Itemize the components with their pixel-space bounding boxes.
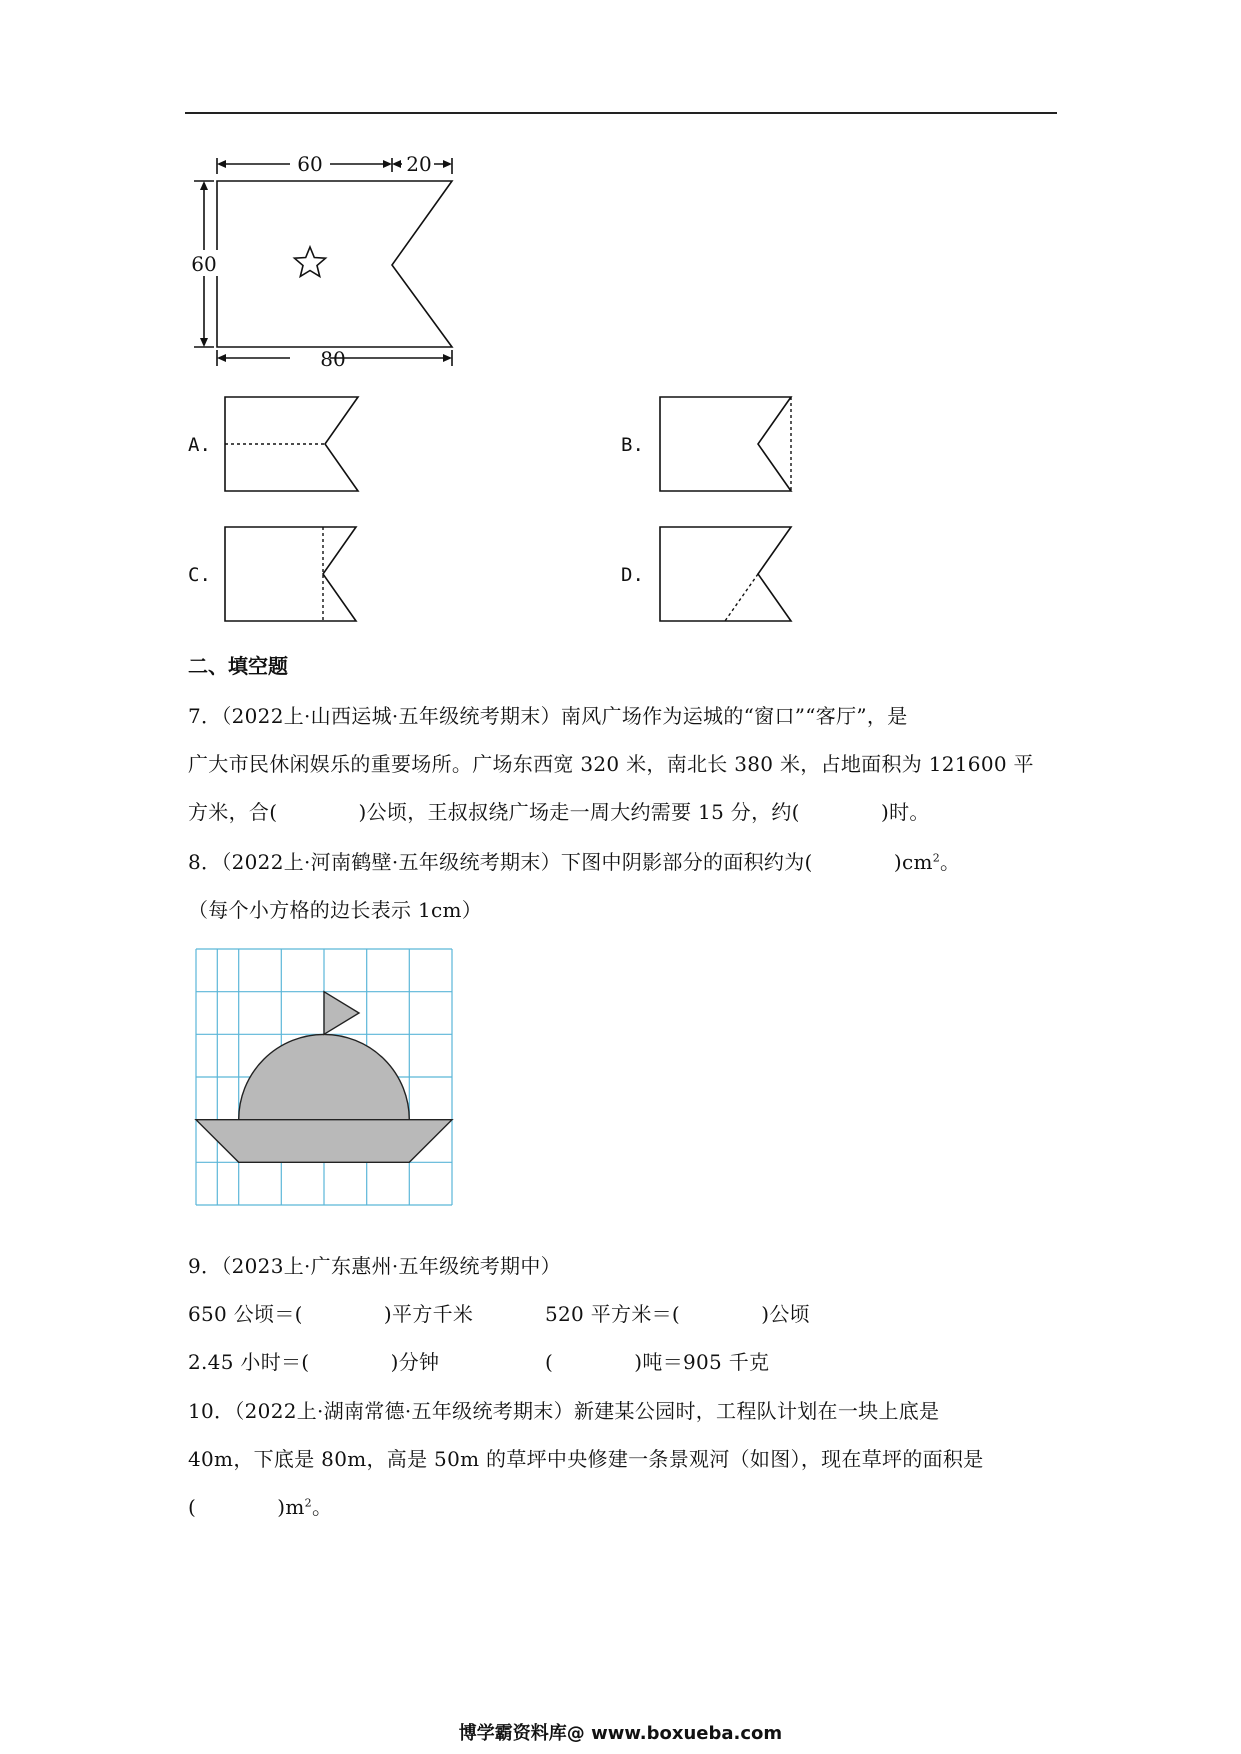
q9-line2a: 650 公顷＝( )平方千米	[188, 1302, 474, 1326]
option-d-label: D.	[621, 564, 644, 586]
q9-line3a: 2.45 小时＝( )分钟	[188, 1350, 440, 1374]
shaded-flag	[324, 992, 359, 1035]
option-c-label: C.	[188, 564, 211, 586]
section-title: 二、填空题	[188, 654, 288, 678]
dim-top-right: 20	[406, 152, 432, 176]
dim-left: 60	[191, 252, 217, 276]
q7-line2: 广大市民休闲娱乐的重要场所。广场东西宽 320 米，南北长 380 米，占地面积为 121600 平	[188, 752, 1034, 776]
q10-line1: 10．（2022上·湖南常德·五年级统考期末）新建某公园时，工程队计划在一块上底是	[188, 1399, 940, 1423]
dim-top-left: 60	[297, 152, 323, 176]
option-c-figure	[222, 524, 372, 624]
q9-line2b: 520 平方米＝( )公顷	[545, 1302, 810, 1326]
grid-figure	[194, 947, 454, 1207]
footer-watermark: 博学霸资料库@ www.boxueba.com	[458, 1723, 783, 1744]
q8-line1: 8．（2022上·河南鹤壁·五年级统考期末）下图中阴影部分的面积约为( )$cm^2$。	[188, 850, 961, 874]
option-a-label: A.	[188, 434, 211, 456]
q10-line2: 40m，下底是 80m，高是 50m 的草坪中央修建一条景观河（如图），现在草坪的面积是	[188, 1447, 984, 1471]
option-b-label: B.	[621, 434, 644, 456]
q9-line1: 9．（2023上·广东惠州·五年级统考期中）	[188, 1254, 561, 1278]
shaded-dome	[239, 1034, 410, 1119]
flag-outline	[217, 181, 452, 347]
header-rule	[185, 112, 1057, 114]
q7-line1: 7．（2022上·山西运城·五年级统考期末）南风广场作为运城的“窗口”“客厅”，是	[188, 704, 908, 728]
shaded-base	[196, 1120, 452, 1163]
option-a-figure	[222, 394, 372, 494]
dim-bottom: 80	[320, 347, 346, 370]
q10-line3: ( )$m^2$。	[188, 1495, 333, 1519]
q7-line3: 方米，合( )公顷，王叔叔绕广场走一周大约需要 15 分，约( )时。	[188, 800, 930, 824]
q9-line3b: ( )吨＝905 千克	[545, 1350, 770, 1374]
option-d-figure	[657, 524, 807, 624]
option-b-figure	[657, 394, 807, 494]
flag-figure	[190, 150, 470, 370]
q8-line2: （每个小方格的边长表示 1cm）	[188, 898, 483, 922]
star-icon	[295, 247, 326, 276]
